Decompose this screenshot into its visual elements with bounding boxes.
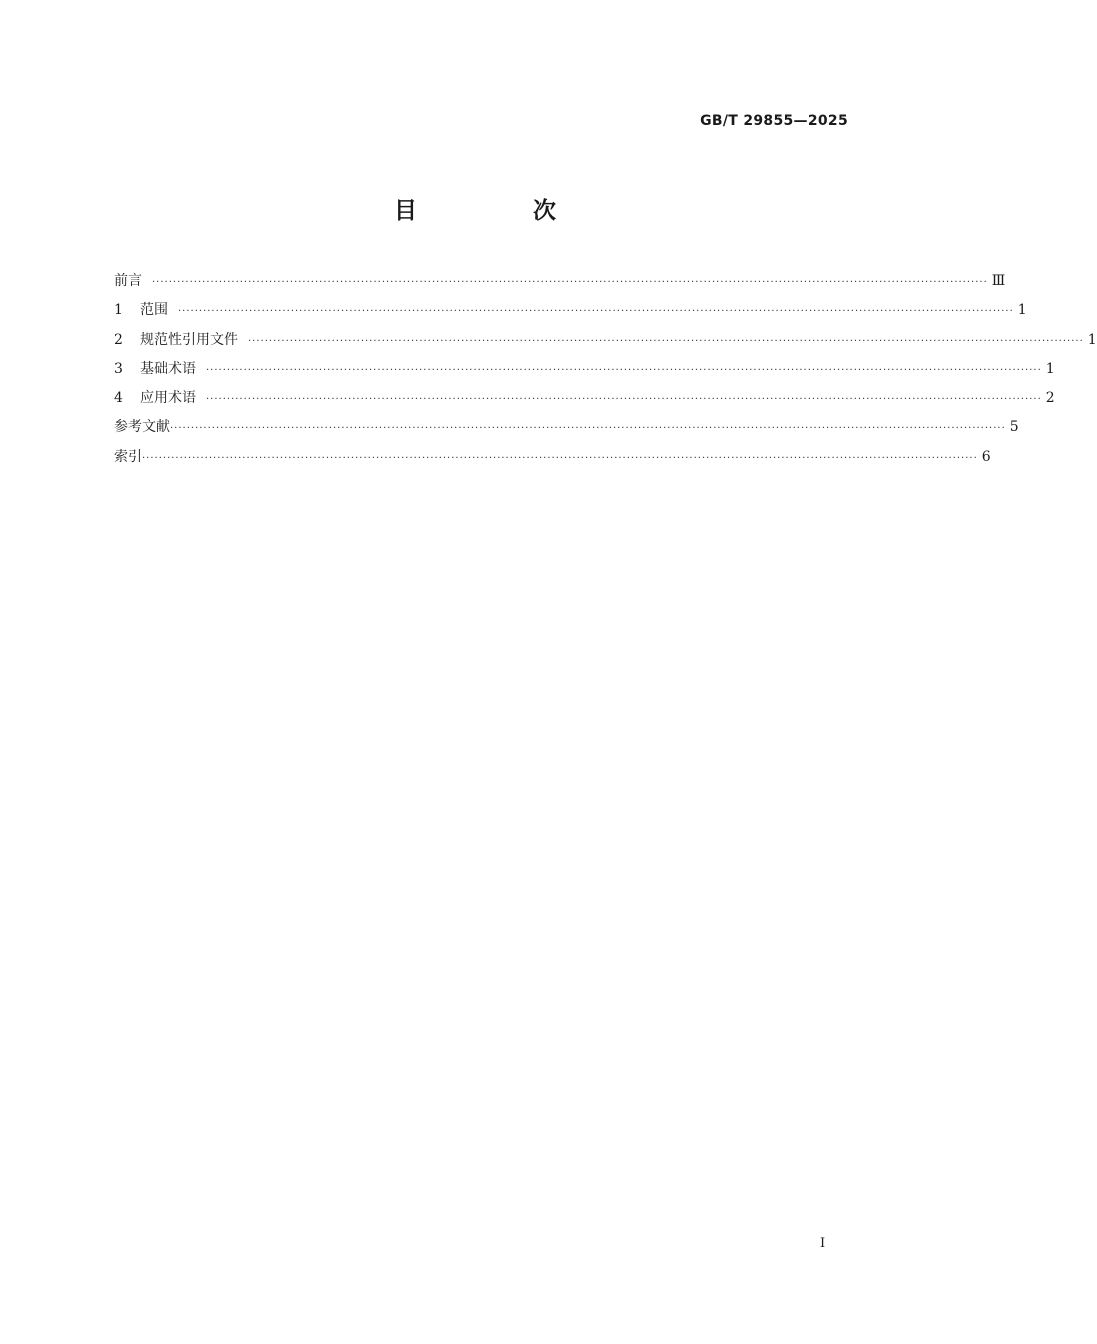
toc-entry-label: 索引: [114, 448, 142, 465]
toc-entry-application-terms[interactable]: [114, 387, 1055, 416]
toc-entry-page: 2: [1045, 390, 1055, 407]
toc-entry-basic-terms[interactable]: [114, 358, 1055, 387]
toc-entry-label: 应用术语: [140, 390, 196, 407]
toc-entry-page: 5: [1009, 419, 1019, 436]
toc-entry-page: 1: [1045, 360, 1055, 377]
toc-leader-dots: ········································································································································································································: [248, 335, 1084, 347]
standard-number: GB/T 29855—2025: [700, 113, 848, 129]
toc-entry-number: 4: [114, 390, 123, 407]
toc-leader-dots: ········································································································································································································: [206, 364, 1042, 376]
toc-entry-label: 前言: [114, 273, 142, 289]
toc-entry-number: 2: [114, 331, 123, 348]
toc-leader-dots: ········································································································································································································: [152, 277, 988, 288]
table-of-contents: [114, 270, 1097, 475]
page-number: I: [820, 1236, 826, 1251]
toc-entry-label: 范围: [140, 302, 168, 319]
toc-entry-page: 6: [981, 448, 991, 465]
toc-entry-bibliography[interactable]: [114, 416, 1019, 445]
toc-entry-page: 1: [1087, 331, 1097, 348]
toc-entry-label: 参考文献: [114, 419, 170, 436]
toc-entry-label: 规范性引用文件: [140, 331, 238, 348]
toc-entry-foreword[interactable]: [114, 270, 1006, 299]
toc-entry-index[interactable]: [114, 446, 991, 475]
toc-title: 目 次: [393, 198, 610, 224]
toc-entry-label: 基础术语: [140, 360, 196, 377]
toc-entry-normative-references[interactable]: [114, 329, 1097, 358]
toc-entry-number: 3: [114, 360, 123, 377]
toc-leader-dots: ········································································································································································································: [142, 452, 978, 464]
toc-entry-number: 1: [114, 302, 123, 319]
toc-leader-dots: ········································································································································································································: [206, 394, 1042, 406]
toc-leader-dots: ········································································································································································································: [178, 306, 1014, 318]
toc-entry-page: Ⅲ: [991, 273, 1006, 289]
toc-leader-dots: ········································································································································································································: [170, 423, 1006, 435]
toc-entry-page: 1: [1017, 302, 1027, 319]
toc-entry-scope[interactable]: [114, 299, 1027, 328]
